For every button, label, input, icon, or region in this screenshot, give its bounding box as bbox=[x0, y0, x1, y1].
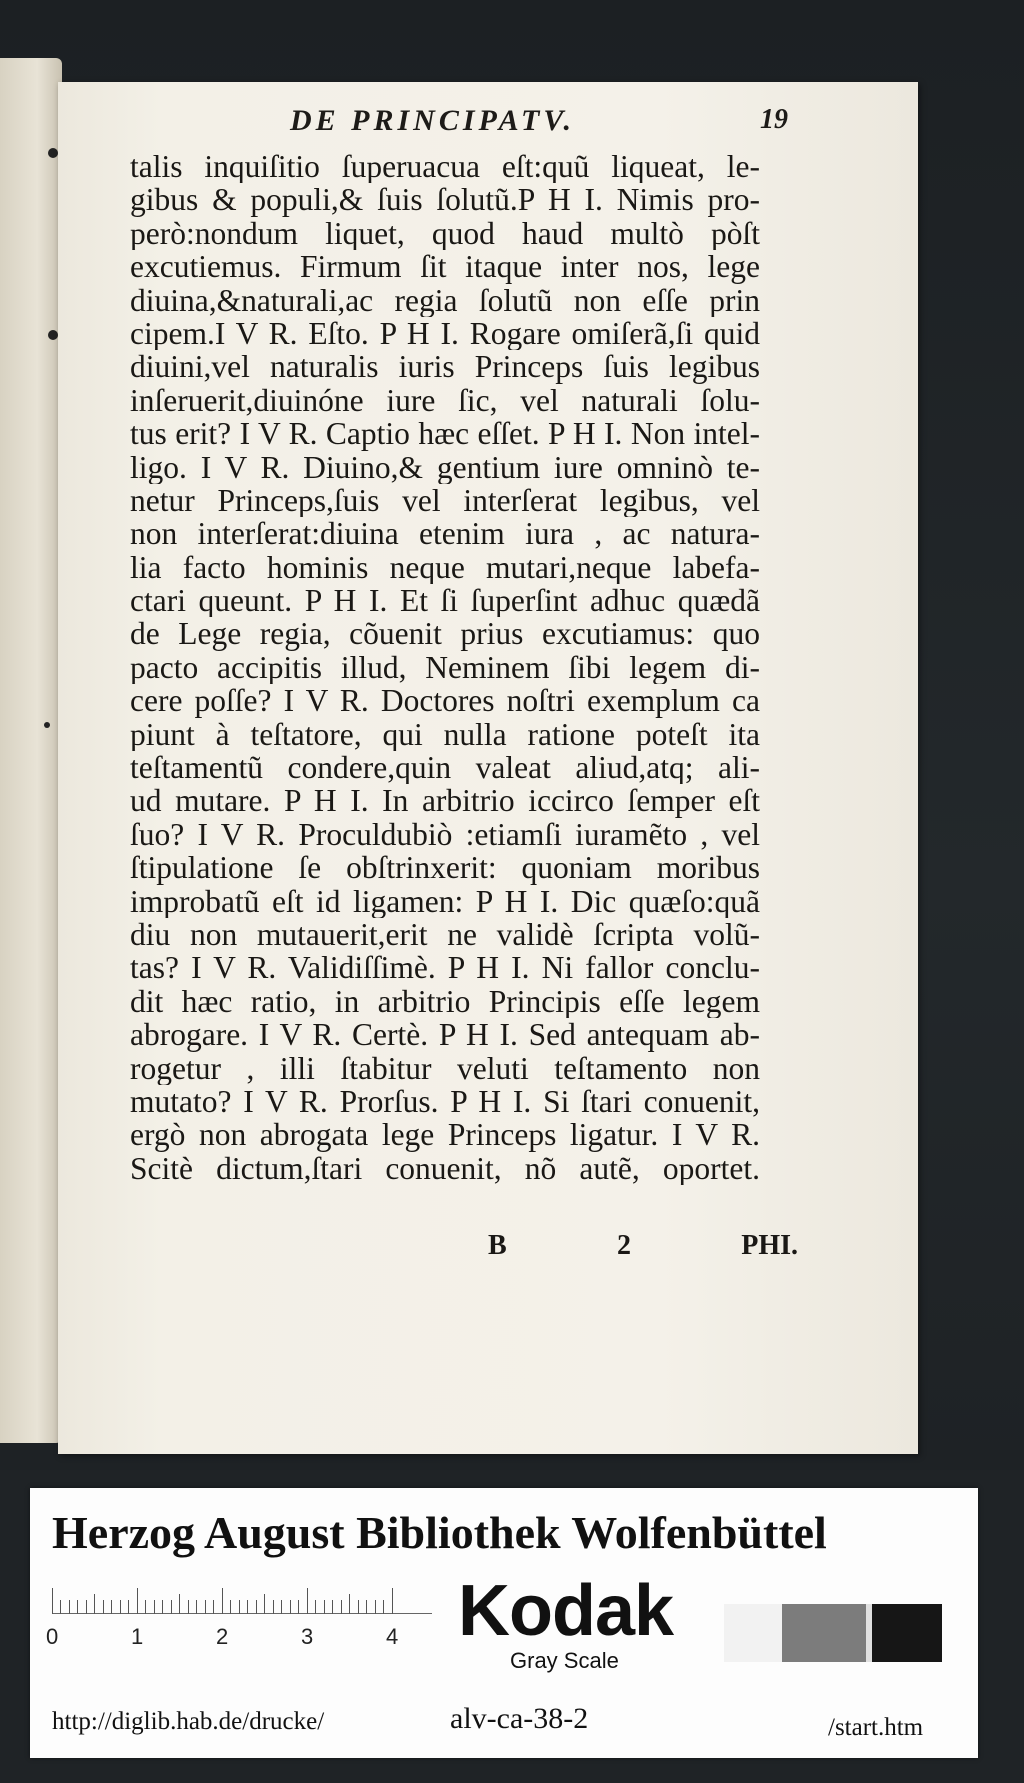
text-line: teſtamentũ condere,quin valeat aliud,atq; ali- bbox=[130, 751, 760, 785]
text-line: talis inquiſitio ſuperuacua eſt:quũ liqueat, le- bbox=[130, 150, 760, 184]
signature-line bbox=[488, 1230, 798, 1262]
library-name: Herzog August Bibliothek Wolfenbüttel bbox=[52, 1507, 827, 1558]
text-line: mutato? I V R. Prorſus. P H I. Si ſtari conuenit, bbox=[130, 1084, 760, 1119]
signature-number: 2 bbox=[616, 1230, 631, 1261]
text-line: rogetur , illi ſtabitur veluti teſtamento non bbox=[130, 1051, 760, 1085]
text-line: ud mutare. P H I. In arbitrio iccirco ſemper eſt bbox=[130, 784, 760, 818]
catchword: PHI. bbox=[741, 1230, 798, 1261]
text-line: improbatũ eſt id ligamen: P H I. Dic quæſo:quã bbox=[130, 884, 760, 918]
text-line: ctari queunt. P H I. Et ſi ſuperſint adhuc quædã bbox=[130, 584, 760, 618]
shelf-code: alv-ca-38-2 bbox=[450, 1702, 589, 1735]
text-line: ſuo? I V R. Proculdubiò :etiamſi iuramẽto , vel bbox=[130, 817, 760, 852]
text-line: inſeruerit,diuinóne iure ſic, vel naturali ſolu- bbox=[130, 383, 760, 418]
text-line: tas? I V R. Validiſſimè. P H I. Ni fallor conclu- bbox=[130, 951, 760, 985]
text-line: abrogare. I V R. Certè. P H I. Sed antequam ab- bbox=[130, 1018, 760, 1052]
gray-scale-label: Gray Scale bbox=[510, 1648, 619, 1673]
text-line: dit hæc ratio, in arbitrio Principis eſſe legem bbox=[130, 984, 760, 1019]
text-line: pacto accipitis illud, Neminem ſibi legem di- bbox=[130, 650, 760, 685]
text-line: diuini,vel naturalis iuris Princeps ſuis legibus bbox=[130, 350, 760, 384]
text-line: cipem.I V R. Eſto. P H I. Rogare omiſerã,ſi quid bbox=[130, 316, 760, 351]
facing-page-edge bbox=[0, 58, 62, 1443]
kodak-logo: Kodak bbox=[458, 1571, 674, 1651]
book-page bbox=[58, 82, 918, 1454]
scale-number: 0 bbox=[46, 1624, 59, 1649]
url-suffix: /start.htm bbox=[828, 1714, 924, 1741]
text-line: Scitè dictum,ſtari conuenit, nõ autẽ, oportet. bbox=[130, 1151, 760, 1186]
text-line: de Lege regia, cõuenit prius excutiamus: quo bbox=[130, 617, 760, 651]
scale-number: 4 bbox=[386, 1624, 399, 1649]
scale-number: 1 bbox=[131, 1624, 144, 1649]
text-line: cere poſſe? I V R. Doctores noſtri exemplum ca bbox=[130, 684, 760, 718]
text-line: tus erit? I V R. Captio hæc eſſet. P H I. Non intel- bbox=[130, 417, 760, 451]
gray-swatch-black bbox=[872, 1604, 942, 1662]
text-line: gibus & populi,& ſuis ſolutũ.P H I. Nimis pro- bbox=[130, 183, 760, 217]
body-text bbox=[130, 150, 760, 1185]
color-target-card bbox=[30, 1488, 978, 1758]
margin-mark bbox=[48, 330, 58, 340]
scale-ruler bbox=[52, 1568, 432, 1614]
source-url: http://diglib.hab.de/drucke/ bbox=[52, 1708, 325, 1735]
text-line: lia facto hominis neque mutari,neque labefa- bbox=[130, 550, 760, 585]
folio-number: 19 bbox=[760, 104, 788, 135]
scale-number: 2 bbox=[216, 1624, 229, 1649]
text-line: ſtipulatione ſe obſtrinxerit: quoniam moribus bbox=[130, 851, 760, 885]
text-line: diuina,&naturali,ac regia ſolutũ non eſſe prin bbox=[130, 283, 760, 317]
running-head: DE PRINCIPATV. bbox=[290, 104, 575, 137]
gray-swatch-mid bbox=[782, 1604, 866, 1662]
text-line: diu non mutauerit,erit ne validè ſcripta volũ- bbox=[130, 917, 760, 952]
text-line: però:nondum liquet, quod haud multò pòſt bbox=[130, 216, 760, 251]
margin-mark bbox=[48, 148, 58, 158]
text-line: piunt à teſtatore, qui nulla ratione poteſt ita bbox=[130, 717, 760, 752]
scale-number: 3 bbox=[301, 1624, 314, 1649]
text-line: non interſerat:diuina etenim iura , ac natura- bbox=[130, 517, 760, 551]
text-line: excutiemus. Firmum ſit itaque inter nos, lege bbox=[130, 250, 760, 284]
text-line: ergò non abrogata lege Princeps ligatur. I V R. bbox=[130, 1118, 760, 1152]
text-line: ligo. I V R. Diuino,& gentium iure omninò te- bbox=[130, 450, 760, 484]
text-line: netur Princeps,ſuis vel interſerat legibus, vel bbox=[130, 483, 760, 518]
signature-mark: B bbox=[488, 1230, 507, 1261]
margin-mark bbox=[44, 722, 50, 728]
